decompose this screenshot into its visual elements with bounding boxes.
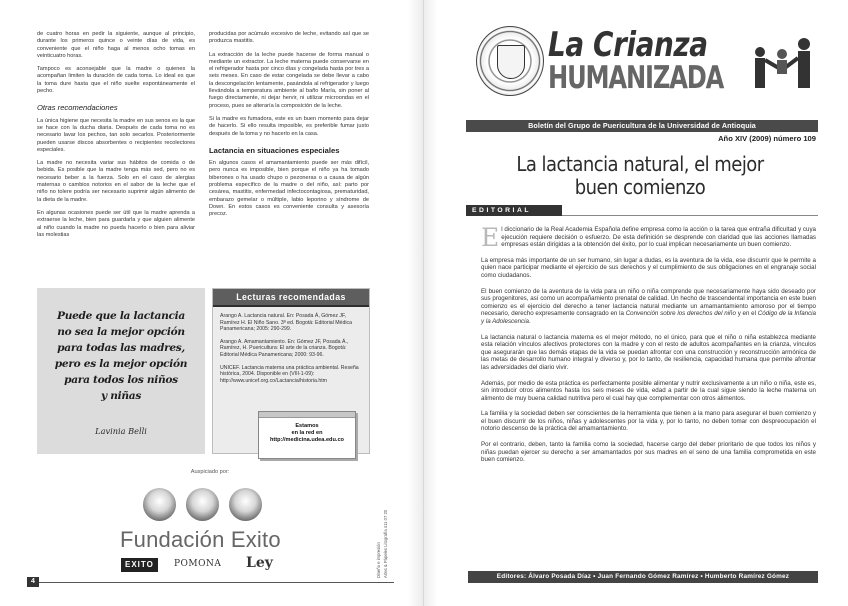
bulletin-bar: Boletín del Grupo de Puericultura de la Universidad de Antioquia	[466, 120, 818, 132]
gutter-shadow	[424, 0, 438, 606]
sponsor-logos	[122, 555, 290, 572]
code-title: Código de la Infancia y la Adolescencia	[481, 310, 816, 325]
paragraph: La única higiene que necesita la madre en sus senos es la que se hace con la ducha diaria. Después de cada toma no es necesario lavar los pechos, tan solo secarlos. Posteriormente pueden usarse discos absorbentes o recipientes recolectores especiales.	[37, 117, 195, 153]
paragraph: Por el contrario, deben, tanto la familia como la sociedad, hacerse cargo del deber prioritario de que todos los niños y niñas puedan ejercer su derecho a ser amamantados por sus madres en el seno de una familia comprometida en este buen comienzo.	[481, 441, 816, 464]
paragraph: producidas por acúmulo excesivo de leche, evitando así que se produzca mastitis.	[209, 31, 369, 45]
logo-circle-icon	[143, 488, 176, 521]
left-column-2	[209, 31, 369, 225]
left-column-1	[37, 31, 195, 245]
quote-line: no sea la mejor opción	[57, 326, 185, 338]
quote-line: para todos los niños	[64, 374, 178, 386]
pomona-logo: POMONA	[174, 559, 222, 569]
paragraph: La extracción de la leche puede hacerse de forma manual o mediante un extractor. La leche materna puede conservarse en el refrigerador hasta por cinco días y congelada hasta por tres a seis meses. En caso de estar congelada se debe llevar a cabo la descongelación lentamente, pasándola al refrigerador y luego llevándola a temperatura ambiente al baño María, sin poner al fuego directamente, ni dejar hervir, ni utilizar microondas en el proceso, pues se alteraría la composición de la leche.	[209, 51, 369, 109]
masthead-title-line1: La Crianza	[548, 25, 708, 65]
fundacion-exito-name: Fundación Exito	[120, 527, 281, 552]
quote-line: y niñas	[100, 390, 141, 402]
footer-rule	[39, 582, 394, 583]
section-rule	[562, 215, 818, 216]
web-address-box	[258, 411, 356, 459]
web-line: Estamos	[295, 423, 319, 429]
reference-item: UNICEF. Lactancia materna una práctica ambiental. Reseña histórica, 2004. Disponible en (VIII-1-09): http://www.unicef.org.co/Lactancia/historia.htm	[220, 364, 359, 384]
recommended-readings-header	[213, 289, 369, 307]
drop-cap: E	[481, 223, 500, 252]
editorial-body	[481, 223, 816, 472]
article-headline	[487, 153, 793, 199]
section-label-editorial: EDITORIAL	[466, 205, 562, 216]
quote-author: Lavinia Belli	[95, 426, 147, 436]
gutter-shadow	[408, 0, 424, 606]
exito-logo: EXITO	[122, 559, 157, 571]
recommended-readings-title: Lecturas recomendadas	[236, 292, 346, 302]
right-page	[424, 0, 848, 606]
headline-line: La lactancia natural, el mejor	[516, 152, 764, 176]
quote-text	[43, 308, 199, 404]
paragraph-text: l diccionario de la Real Academia Española define empresa como la acción o la tarea que entraña dificultad y cuya ejecución requiere decisión o esfuerzo. De esta definición se desprende con claridad que las acciones llamadas empresas están dirigidas a la obtención del éxito, por lo cual implican necesariamente un buen comienzo.	[501, 226, 816, 249]
quote-line: Puede que la lactancia	[57, 310, 185, 322]
quote-line: para todas las madres,	[57, 342, 185, 354]
quote-box	[37, 288, 205, 454]
logo-circle-icon	[229, 488, 262, 521]
seal-shield-icon	[497, 45, 525, 79]
headline-line: buen comienzo	[574, 175, 706, 199]
paragraph: La empresa más importante de un ser humano, sin lugar a dudas, es la aventura de la vida, ese discurrir que le permite a quien nace participar mediante el ejercicio de sus derechos y el cumplimiento de sus obligaciones en el engranaje social como ciudadanos.	[481, 256, 816, 279]
paragraph: La madre no necesita variar sus hábitos de comida o de bebida. Es posible que la madre tenga más sed, pero no es necesario beber a la fuerza. Solo en el caso de alergias maternas o cambios notorios en el sabor de la leche que el niño no tolere podría ser necesario suprimir algún alimento de la dieta de la madre.	[37, 160, 195, 203]
printer-credit-line: Diseño e impresión	[376, 542, 381, 578]
web-address-text	[259, 418, 355, 444]
university-seal-icon	[476, 26, 544, 96]
issue-info: Año XIV (2009) número 109	[718, 134, 816, 143]
paragraph: Tampoco es aconsejable que la madre o quienes la acompañan limiten la duración de cada toma. Lo ideal es que la toma dure hasta que el niño suelte espontáneamente el pecho.	[37, 66, 195, 95]
section-heading-situaciones-especiales: Lactancia en situaciones especiales	[209, 145, 340, 155]
logo-circle-icon	[186, 488, 219, 521]
paragraph: En algunas ocasiones puede ser útil que la madre aprenda a extraerse la leche, bien para guardarla y que alguien alimente al niño cuando la madre no pueda hacerlo o bien para aliviar las molestias	[37, 209, 195, 238]
paragraph-text: y en el	[735, 310, 758, 318]
recommended-readings-list	[213, 307, 369, 384]
reference-item: Arango A. Lactancia natural. En: Posada Á, Gómez JF, Ramírez H. El Niño Sano. 3ª ed. Bogotá: Editorial Médica Panamericana; 2005: 290-299.	[220, 313, 352, 333]
quote-line: pero es la mejor opción	[54, 358, 188, 370]
ley-logo: Ley	[246, 555, 273, 571]
section-heading-otras-recomendaciones: Otras recomendaciones	[37, 103, 118, 113]
masthead-title-line2: HUMANIZADA	[548, 60, 724, 96]
printer-credit-line: Artes & Pápeles Litografía 411 07 20	[383, 509, 388, 578]
web-url[interactable]: http://medicina.udea.edu.co	[270, 437, 344, 443]
paragraph	[481, 288, 816, 326]
paragraph	[481, 223, 816, 252]
editors-bar: Editores: Álvaro Posada Díaz • Juan Fernando Gómez Ramírez • Humberto Ramírez Gómez	[468, 571, 818, 583]
web-line: en la red en	[291, 430, 323, 436]
paragraph: La lactancia natural o lactancia materna es el mejor método, no el único, para que el niño o niña establezca mediante esta relación vínculos afectivos protectores con la madre y con el resto de adultos acompañantes en la crianza, vínculos que asegurarán que las demás etapas de la vida se puedan afrontar con una construcción y reconstrucción armónica de las metas de desarrollo humano integral y diverso y, por lo tanto, de resiliencia, capacidad humana que permite afrontar las adversidades del diario vivir.	[481, 333, 816, 371]
paragraph: La familia y la sociedad deben ser conscientes de la herramienta que tienen a la mano para asegurar el buen comienzo y el buen discurrir de los niños, niñas y adolescentes por la vida y, por lo tanto, no deben tomar con despreocupación el notorio descenso de la práctica del amamantamiento.	[481, 410, 816, 433]
convention-title: Convención sobre los derechos del niño	[625, 310, 736, 318]
reference-item: Arango A. Amamantamiento. En: Gómez JF, Posada Á., Ramírez, H. Puericultura: El arte de la crianza. Bogotá: Editorial Médica Panamericana; 2000: 93-96.	[220, 338, 349, 358]
paragraph-text: El buen comienzo de la aventura de la vida para un niño o niña comprende que necesariamente haya sido deseado por sus progenitores, así como un acompañamiento prenatal de calidad. Un hecho de trascendental importancia en este buen comienzo es el ejercicio del derecho a tener lactancia natural mediante un amamantamiento amoroso por el tiempo necesario, derecho expresamente consagrado en la	[481, 287, 816, 318]
family-figures-icon	[748, 30, 818, 100]
paragraph: de cuatro horas en pedir la siguiente, aunque al principio, durante los primeros quince o veinte días de vida, es conveniente que el niño haga al menos ocho tomas en veinticuatro horas.	[37, 31, 195, 59]
paragraph: Si la madre es fumadora, este es un buen momento para dejar de hacerlo. Si ello resulta imposible, es preferible fumar justo después de la toma y no hacerlo en la casa.	[209, 115, 369, 137]
fundacion-exito-logo-icon	[143, 488, 263, 522]
sponsor-label: Auspiciado por:	[190, 469, 230, 475]
paragraph: Además, por medio de esta práctica es perfectamente posible alimentar y nutrir exclusivamente a un niño o niña, este es, sin introducir otros alimentos hasta los seis meses de vida, edad a partir de la cual sigue siendo la leche materna un alimento de muy buena calidad nutritiva pero el cual hay que complementar con otros alimentos.	[481, 379, 816, 402]
paragraph-text: .	[528, 317, 531, 325]
paragraph: En algunos casos el amamantamiento puede ser más difícil, pero nunca es imposible, bien porque el niño ya ha tomado biberones o ha usado chupo o pezoneras o a causa de algún problema específico de la madre o del niño, así: parto por cesárea, mastitis, enfermedad infectocontagiosa, prematuridad, embarazo gemelar o múltiple, labio leporino y síndrome de Down. En estos casos es conveniente consulta y asesoría precoz.	[209, 160, 369, 218]
masthead	[476, 26, 816, 124]
page-number: 4	[27, 577, 39, 587]
